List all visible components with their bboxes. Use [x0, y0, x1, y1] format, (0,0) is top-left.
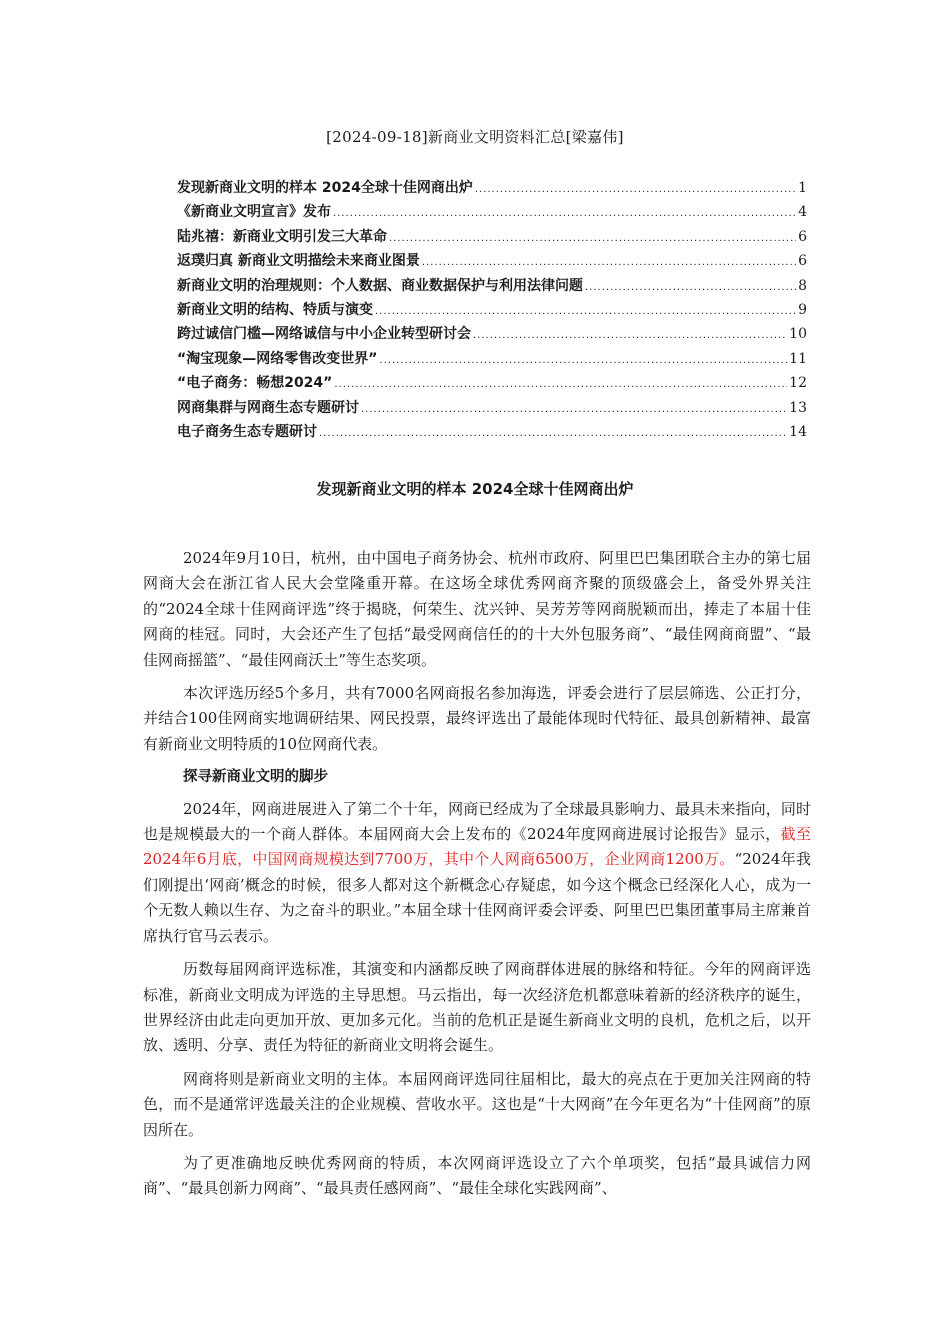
toc-entry[interactable] — [177, 322, 807, 346]
toc-entry-page: 9 — [798, 301, 807, 318]
toc-entry-page: 13 — [789, 399, 807, 416]
paragraph: 2024年9月10日，杭州，由中国电子商务协会、杭州市政府、阿里巴巴集团联合主办的第七届网商大会在浙江省人民大会堂隆重开幕。在这场全球优秀网商齐聚的顶级盛会上，备受外界关注的“2024全球十佳网商评选”终于揭晓，何荣生、沈兴钟、吴芳芳等网商脱颖而出，捧走了本届十佳网商的桂冠。同时，大会还产生了包括“最受网商信任的的十大外包服务商”、“最佳网商商盟”、“最佳网商摇篮”、“最佳网商沃土”等生态奖项。 — [143, 549, 811, 669]
toc-entry[interactable] — [177, 347, 807, 371]
toc-entry[interactable] — [177, 371, 807, 395]
paragraph-text: “2024年我们刚提出‘网商’概念的时候，很多人都对这个新概念心存疑虑，如今这个概念已经深化人心，成为一个无数人赖以生存、为之奋斗的职业。”本届全球十佳网商评委会评委、阿里巴巴集团董事局主席兼首席执行官马云表示。 — [143, 850, 812, 945]
toc-leader-dots — [375, 298, 796, 324]
toc-leader-dots — [361, 396, 787, 422]
toc-entry-page: 6 — [798, 228, 807, 245]
toc-entry-label: 新商业文明的治理规则：个人数据、商业数据保护与利用法律问题 — [177, 277, 583, 294]
toc-entry-page: 8 — [798, 277, 807, 294]
toc-leader-dots — [585, 274, 796, 300]
toc-entry-label: 网商集群与网商生态专题研讨 — [177, 399, 359, 416]
toc-entry[interactable] — [177, 225, 807, 249]
subheading: 探寻新商业文明的脚步 — [183, 769, 328, 786]
toc-leader-dots — [422, 249, 796, 275]
toc-entry[interactable] — [177, 176, 807, 200]
toc-leader-dots — [334, 371, 787, 397]
paragraph: 为了更准确地反映优秀网商的特质，本次网商评选设立了六个单项奖，包括“最具诚信力网商”、“最具创新力网商”、“最具责任感网商”、“最佳全球化实践网商”、 — [143, 1153, 811, 1198]
paragraph: 本次评选历经5个多月，共有7000名网商报名参加海选，评委会进行了层层筛选、公正打分，并结合100佳网商实地调研结果、网民投票，最终评选出了最能体现时代特征、最具创新精神、最富有新商业文明特质的10位网商代表。 — [143, 684, 811, 753]
paragraph — [143, 797, 811, 949]
paragraph: 历数每届网商评选标准，其演变和内涵都反映了网商群体进展的脉络和特征。今年的网商评选标准，新商业文明成为评选的主导思想。马云指出，每一次经济危机都意味着新的经济秩序的诞生，世界经济由此走向更加开放、更加多元化。当前的危机正是诞生新商业文明的良机，危机之后，以开放、透明、分享、责任为特征的新商业文明将会诞生。 — [143, 960, 811, 1055]
toc-entry[interactable] — [177, 274, 807, 298]
toc-entry-label: 《新商业文明宣言》发布 — [177, 204, 331, 221]
toc-entry-label: 新商业文明的结构、特质与演变 — [177, 301, 373, 318]
toc-leader-dots — [389, 225, 796, 251]
toc-entry-page: 6 — [798, 253, 807, 270]
toc-entry-label: 返璞归真 新商业文明描绘未来商业图景 — [177, 253, 420, 270]
toc-entry[interactable] — [177, 200, 807, 224]
toc-entry[interactable] — [177, 420, 807, 444]
toc-leader-dots — [333, 200, 796, 226]
toc-entry-page: 11 — [789, 350, 807, 367]
toc-entry[interactable] — [177, 396, 807, 420]
toc-entry-label: 陆兆禧：新商业文明引发三大革命 — [177, 228, 387, 245]
paragraph-text: 2024年，网商进展进入了第二个十年，网商已经成为了全球最具影响力、最具未来指向，同时也是规模最大的一个商人群体。本届网商大会上发布的《2024年度网商进展讨论报告》显示， — [143, 799, 811, 844]
section-title: 发现新商业文明的样本 2024全球十佳网商出炉 — [316, 480, 634, 498]
toc-entry-page: 12 — [789, 375, 807, 392]
article-body — [143, 546, 811, 1210]
toc-entry-label: “淘宝现象—网络零售改变世界” — [177, 350, 378, 367]
toc-entry[interactable] — [177, 298, 807, 322]
paragraph: 网商将则是新商业文明的主体。本届网商评选同往届相比，最大的亮点在于更加关注网商的特色，而不是通常评选最关注的企业规模、营收水平。这也是“十大网商”在今年更名为“十佳网商”的原因所在。 — [143, 1069, 811, 1139]
toc-entry-page: 1 — [798, 180, 807, 196]
toc-entry-label: “电子商务：畅想2024” — [177, 375, 333, 392]
toc-entry-page: 10 — [789, 326, 807, 343]
document-title: [2024-09-18]新商业文明资料汇总[梁嘉伟] — [326, 128, 624, 146]
toc-entry-page: 14 — [789, 423, 807, 440]
toc-entry-label: 发现新商业文明的样本 2024全球十佳网商出炉 — [177, 180, 473, 196]
toc-leader-dots — [379, 347, 787, 373]
toc-entry-page: 4 — [798, 204, 807, 221]
toc-leader-dots — [475, 176, 796, 202]
highlighted-text: 截至2024年6月底，中国网商规模达到7700万，其中个人网商6500万，企业网商1200万。 — [143, 825, 811, 869]
toc-entry-label: 跨过诚信门槛—网络诚信与中小企业转型研讨会 — [177, 326, 471, 343]
table-of-contents — [177, 176, 807, 444]
toc-entry-label: 电子商务生态专题研讨 — [177, 423, 317, 440]
toc-leader-dots — [319, 420, 787, 446]
toc-entry[interactable] — [177, 249, 807, 273]
toc-leader-dots — [473, 322, 787, 348]
